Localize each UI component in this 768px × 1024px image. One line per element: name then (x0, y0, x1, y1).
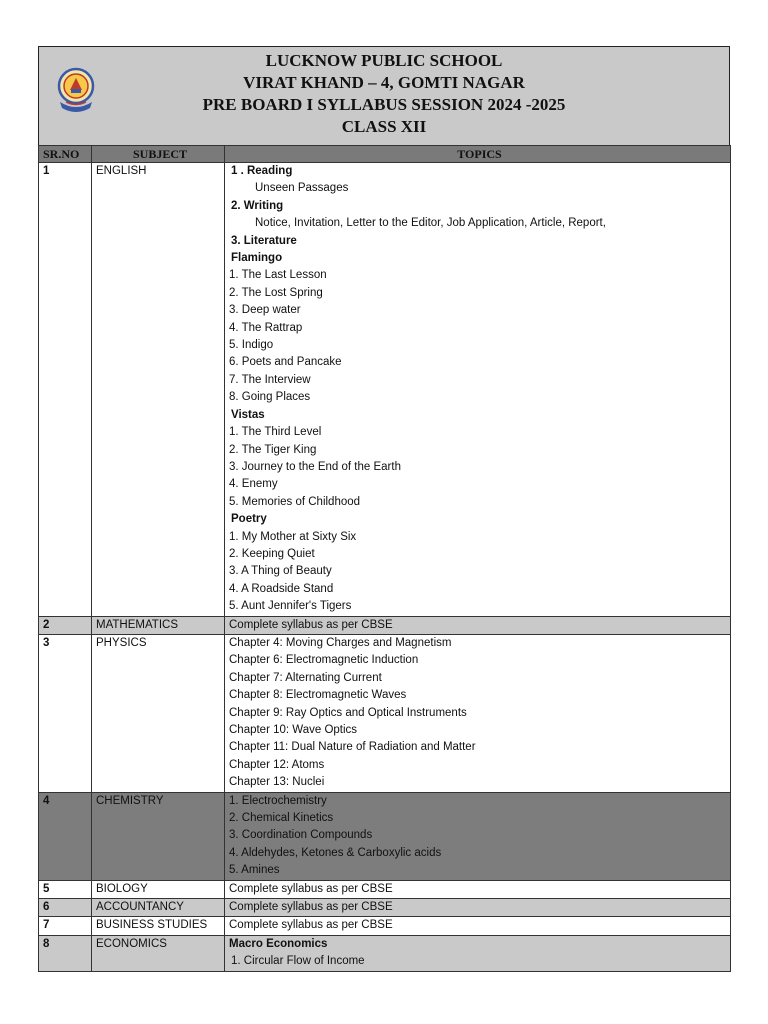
row-topics (225, 616, 731, 634)
row-topics (225, 935, 731, 971)
topic-item: 7. The Interview (229, 373, 311, 386)
topic-item: 1 . Reading (231, 165, 293, 177)
school-name: LUCKNOW PUBLIC SCHOOL (265, 51, 503, 70)
row-subject: ACCOUNTANCY (92, 899, 225, 917)
row-subject: PHYSICS (92, 634, 225, 792)
row-topics (225, 792, 731, 880)
topic-item: 1. Circular Flow of Income (231, 955, 365, 968)
topic-item: 2. Chemical Kinetics (229, 812, 334, 825)
table-row (39, 917, 731, 935)
topic-item: Chapter 6: Electromagnetic Induction (229, 654, 419, 667)
row-topics (225, 899, 731, 917)
topic-item: 8. Going Places (229, 391, 311, 404)
topic-item: 4. A Roadside Stand (229, 582, 334, 595)
syllabus-sheet (38, 46, 730, 972)
topic-item: 4. Aldehydes, Ketones & Carboxylic acids (229, 846, 442, 859)
topic-item: 5. Indigo (229, 339, 274, 352)
row-subject: BUSINESS STUDIES (92, 917, 225, 935)
row-subject: MATHEMATICS (92, 616, 225, 634)
table-header-row (39, 146, 731, 163)
topic-item: Macro Economics (229, 937, 328, 950)
topic-item: 2. The Lost Spring (229, 286, 323, 299)
table-row (39, 899, 731, 917)
topic-item: 1. My Mother at Sixty Six (229, 530, 357, 543)
topic-item: 4. Enemy (229, 478, 278, 491)
row-topics (225, 917, 731, 935)
row-srno: 1 (39, 163, 92, 617)
syllabus-table (38, 145, 731, 972)
topic-item: Chapter 7: Alternating Current (229, 671, 382, 684)
topic-item: Chapter 9: Ray Optics and Optical Instruments (229, 706, 467, 719)
row-subject: BIOLOGY (92, 880, 225, 898)
topic-item: Notice, Invitation, Letter to the Editor, Job Application, Article, Report, (255, 217, 606, 230)
topic-item: Complete syllabus as per CBSE (229, 919, 393, 932)
topic-item: 3. Literature (231, 234, 297, 247)
topic-item: Complete syllabus as per CBSE (229, 882, 393, 895)
topic-item: 2. Writing (231, 199, 284, 212)
table-row (39, 616, 731, 634)
topic-item: Vistas (231, 408, 265, 421)
col-header-srno: SR.NO (39, 146, 92, 163)
row-subject: ENGLISH (92, 163, 225, 617)
row-srno: 5 (39, 880, 92, 898)
row-subject: CHEMISTRY (92, 792, 225, 880)
row-topics (225, 880, 731, 898)
row-topics (225, 634, 731, 792)
topic-item: 3. A Thing of Beauty (229, 565, 332, 578)
topic-item: 5. Amines (229, 864, 280, 877)
topic-item: Chapter 12: Atoms (229, 758, 325, 771)
topic-item: 3. Coordination Compounds (229, 829, 373, 842)
document-header (38, 46, 730, 145)
topic-item: 3. Journey to the End of the Earth (229, 460, 401, 473)
topic-item: Chapter 4: Moving Charges and Magnetism (229, 636, 452, 649)
table-row (39, 935, 731, 971)
table-row (39, 792, 731, 880)
session-title: PRE BOARD I SYLLABUS SESSION 2024 -2025 (202, 95, 566, 114)
school-address: VIRAT KHAND – 4, GOMTI NAGAR (243, 73, 525, 92)
class-title: CLASS XII (341, 117, 427, 136)
topic-item: Poetry (231, 513, 267, 526)
topic-item: Complete syllabus as per CBSE (229, 618, 393, 631)
topic-item: 3. Deep water (229, 304, 301, 317)
topic-item: Chapter 10: Wave Optics (229, 724, 358, 736)
topic-item: 5. Memories of Childhood (229, 495, 361, 508)
topic-item: Chapter 8: Electromagnetic Waves (229, 689, 407, 702)
row-srno: 3 (39, 634, 92, 792)
topic-item: 1. The Last Lesson (229, 269, 327, 282)
table-row (39, 163, 731, 617)
row-srno: 4 (39, 792, 92, 880)
topic-item: Chapter 13: Nuclei (229, 776, 325, 789)
topic-item: 1. Electrochemistry (229, 794, 327, 807)
topic-item: 4. The Rattrap (229, 321, 303, 334)
topic-item: 5. Aunt Jennifer's Tigers (229, 600, 352, 613)
topic-item: Complete syllabus as per CBSE (229, 901, 393, 914)
topic-item: 1. The Third Level (229, 426, 322, 439)
table-row (39, 880, 731, 898)
table-row (39, 634, 731, 792)
row-srno: 7 (39, 917, 92, 935)
row-srno: 8 (39, 935, 92, 971)
col-header-subject: SUBJECT (92, 146, 225, 163)
topic-item: 2. Keeping Quiet (229, 547, 315, 560)
row-srno: 2 (39, 616, 92, 634)
row-subject: ECONOMICS (92, 935, 225, 971)
row-topics (225, 163, 731, 617)
row-srno: 6 (39, 899, 92, 917)
topic-item: 6. Poets and Pancake (229, 356, 342, 369)
topic-item: Unseen Passages (255, 182, 349, 195)
topic-item: Flamingo (231, 252, 283, 265)
topic-item: 2. The Tiger King (229, 443, 317, 456)
topic-item: Chapter 11: Dual Nature of Radiation and Matter (229, 741, 476, 754)
col-header-topics: TOPICS (225, 146, 731, 163)
